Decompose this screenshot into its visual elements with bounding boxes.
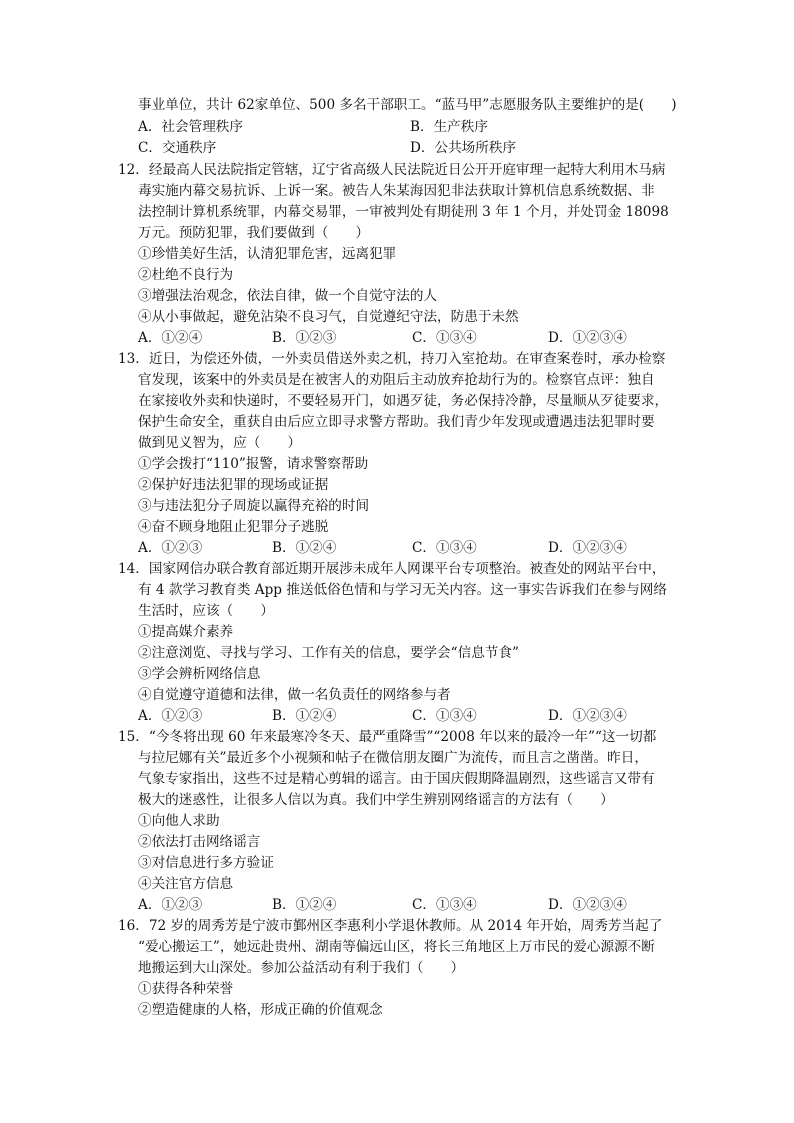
q12-stem-line: 法控制计算机系统罪，内幕交易罪，一审被判处有期徒刑 3 年 1 个月，并处罚金 18098 — [138, 204, 669, 220]
q12-option-a: A．①②④ — [138, 330, 203, 346]
q13-stem-line: 官发现，该案中的外卖员是在被害人的劝阻后主动放弃抢劫行为的。检察官点评：独自 — [138, 372, 655, 388]
q16-stem-line: 地搬运到大山深处。参加公益活动有利于我们（ ） — [138, 960, 465, 976]
q15-option-c: C．①③④ — [412, 897, 477, 913]
q11-option-c: C．交通秩序 — [138, 140, 217, 156]
q15-item: ③对信息进行多方验证 — [138, 855, 274, 871]
q14-option-c: C．①③④ — [412, 708, 477, 724]
q11-continuation: 事业单位，共计 62家单位、500 多名干部职工。“蓝马甲”志愿服务队主要维护的是( ) — [138, 97, 677, 113]
q15-stem-line: 气象专家指出，这些不过是精心剪辑的谣言。由于国庆假期降温剧烈，这些谣言又带有 — [138, 771, 655, 787]
q12-item: ③增强法治观念，依法自律，做一个自觉守法的人 — [138, 288, 438, 304]
q12-stem-line: 毒实施内幕交易抗诉、上诉一案。被告人朱某海因犯非法获取计算机信息系统数据、非 — [138, 183, 655, 199]
q14-item: ①提高媒介素养 — [138, 624, 234, 640]
q14-item: ②注意浏览、寻找与学习、工作有关的信息，要学会“信息节食” — [138, 645, 519, 661]
q12-item: ①珍惜美好生活，认清犯罪危害，远离犯罪 — [138, 246, 397, 262]
q12-option-b: B．①②③ — [272, 330, 337, 346]
q15-option-a: A．①②③ — [138, 897, 203, 913]
q12-item: ②杜绝不良行为 — [138, 267, 234, 283]
q14-item: ③学会辨析网络信息 — [138, 666, 261, 682]
q13-item: ④奋不顾身地阻止犯罪分子逃脱 — [138, 519, 329, 535]
q15-item: ②依法打击网络谣言 — [138, 834, 261, 850]
q16-item: ①获得各种荣誉 — [138, 981, 234, 997]
q12-option-d: D．①②③④ — [548, 330, 627, 346]
q14-stem-line: 有 4 款学习教育类 App 推送低俗色情和与学习无关内容。这一事实告诉我们在参与网络 — [138, 582, 667, 598]
q16-item: ②塑造健康的人格，形成正确的价值观念 — [138, 1002, 383, 1018]
q13-item: ③与违法犯分子周旋以赢得充裕的时间 — [138, 498, 370, 514]
q13-stem-line: 在家接收外卖和快递时，不要轻易开门，如遇歹徒，务必保持冷静，尽量顺从歹徒要求， — [138, 393, 669, 409]
q14-stem-line: 生活时，应该（ ） — [138, 603, 274, 619]
q15-item: ①向他人求助 — [138, 813, 220, 829]
q12-stem-line: 万元。预防犯罪，我们要做到（ ） — [138, 225, 370, 241]
q12-option-c: C．①③④ — [412, 330, 477, 346]
q13-option-b: B．①②④ — [272, 540, 337, 556]
q16-stem-line: “爱心搬运工”，她远赴贵州、湖南等偏远山区，将长三角地区上万市民的爱心源源不断 — [138, 939, 655, 955]
q13-option-a: A．①②③ — [138, 540, 203, 556]
q15-option-b: B．①②④ — [272, 897, 337, 913]
q12-item: ④从小事做起，避免沾染不良习气，自觉遵纪守法，防患于未然 — [138, 309, 519, 325]
q13-item: ②保护好违法犯罪的现场或证据 — [138, 477, 329, 493]
q11-option-b: B．生产秩序 — [410, 119, 488, 135]
q13-option-d: D．①②③④ — [548, 540, 627, 556]
q14-item: ④自觉遵守道德和法律，做一名负责任的网络参与者 — [138, 687, 451, 703]
q11-option-d: D．公共场所秩序 — [410, 140, 517, 156]
q13-option-c: C．①③④ — [412, 540, 477, 556]
q16-stem-line: 16．72 岁的周秀芳是宁波市鄞州区李惠利小学退休教师。从 2014 年开始，周秀芳当起了 — [118, 918, 663, 934]
q15-stem-line: 与拉尼娜有关”最近多个小视频和帖子在微信朋友圈广为流传，而且言之凿凿。昨日， — [138, 750, 648, 766]
q15-stem-line: 15．“今冬将出现 60 年来最寒冷冬天、最严重降雪”“2008 年以来的最冷一年”“这一切都 — [118, 729, 657, 745]
q14-option-a: A．①②③ — [138, 708, 203, 724]
q15-option-d: D．①②③④ — [548, 897, 627, 913]
q11-option-a: A．社会管理秩序 — [138, 119, 243, 135]
q14-option-d: D．①②③④ — [548, 708, 627, 724]
q15-stem-line: 极大的迷惑性，让很多人信以为真。我们中学生辨别网络谣言的方法有（ ） — [138, 792, 614, 808]
q12-stem-line: 12．经最高人民法院指定管辖，辽宁省高级人民法院近日公开开庭审理一起特大利用木马病 — [118, 162, 666, 178]
q13-stem-line: 做到见义智为，应（ ） — [138, 435, 302, 451]
q13-stem-line: 保护生命安全，重获自由后应立即寻求警方帮助。我们青少年发现或遭遇违法犯罪时要 — [138, 414, 655, 430]
q15-item: ④关注官方信息 — [138, 876, 234, 892]
q14-option-b: B．①②④ — [272, 708, 337, 724]
q13-item: ①学会拨打“110”报警，请求警察帮助 — [138, 456, 369, 472]
q14-stem-line: 14．国家网信办联合教育部近期开展涉未成年人网课平台专项整治。被查处的网站平台中， — [118, 561, 666, 577]
q13-stem-line: 13．近日，为偿还外债，一外卖员借送外卖之机，持刀入室抢劫。在审查案卷时，承办检察 — [118, 351, 666, 367]
